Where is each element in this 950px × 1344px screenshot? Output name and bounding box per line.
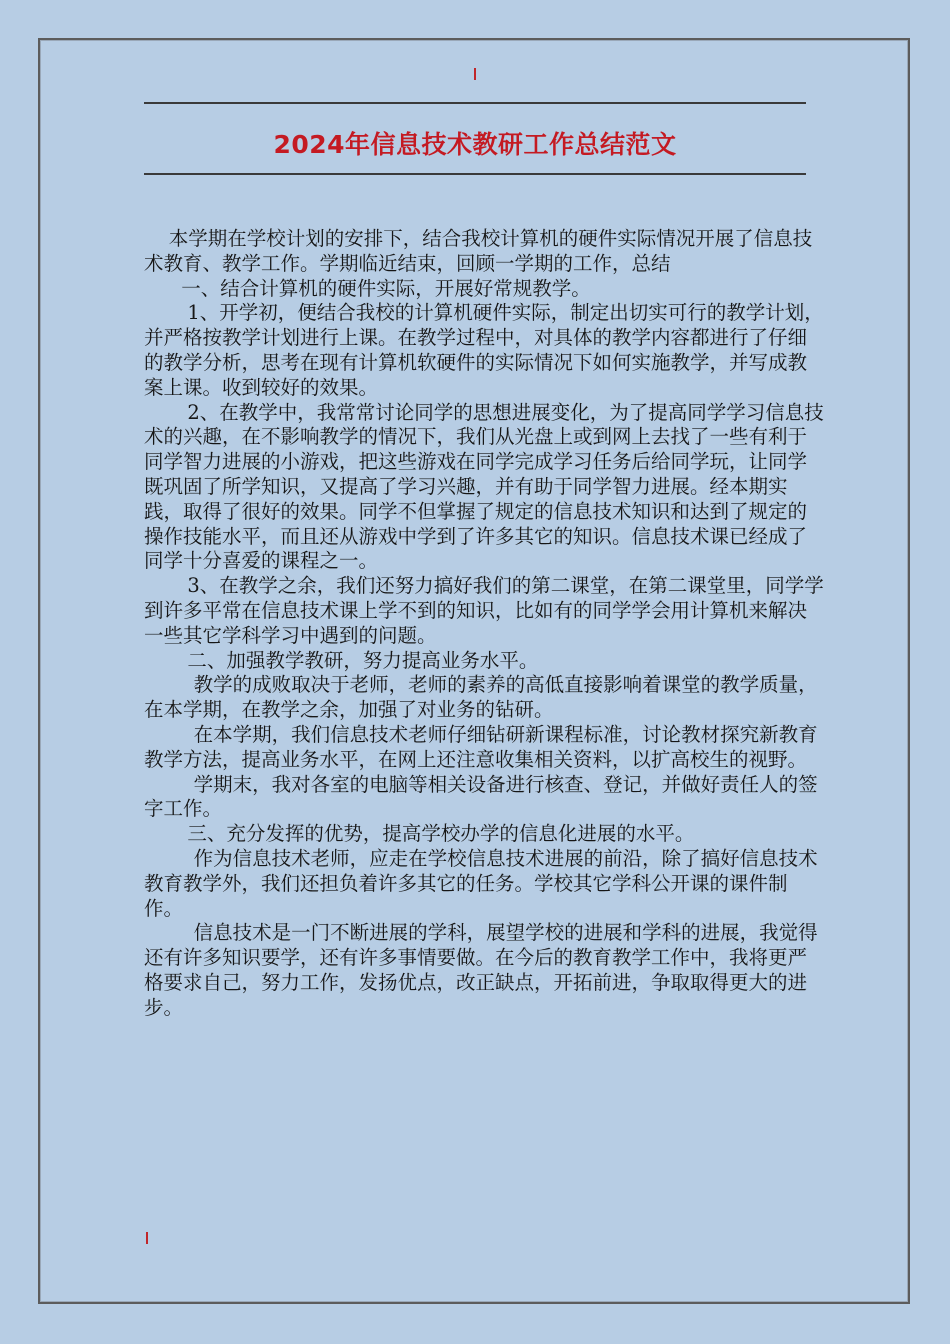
- paragraph-item-2: 2、在教学中，我常常讨论同学的思想进展变化，为了提高同学学习信息技术的兴趣，在不影响教学的情况下，我们从光盘上或到网上去找了一些有利于同学智力进展的小游戏，把这些游戏在同学完成学习任务后给同学玩，让同学既巩固了所学知识，又提高了学习兴趣，并有助于同学智力进展。经本期实践，取得了很好的效果。同学不但掌握了规定的信息技术知识和达到了规定的操作技能水平，而且还从游戏中学到了许多其它的知识。信息技术课已经成了同学十分喜爱的课程之一。: [144, 400, 824, 573]
- heading-section-2: 二、加强教学教研，努力提高业务水平。: [144, 648, 539, 672]
- paragraph-frontier: 作为信息技术老师，应走在学校信息技术进展的前沿，除了搞好信息技术教育教学外，我们还担负着许多其它的任务。学校其它学科公开课的课件制作。: [144, 846, 818, 920]
- footer-mark: [146, 1232, 148, 1244]
- document-body: [144, 227, 826, 1021]
- paragraph-item-1: 1、开学初，便结合我校的计算机硬件实际，制定出切实可行的教学计划，并严格按教学计划进行上课。在教学过程中，对具体的教学内容都进行了仔细的教学分析，思考在现有计算机软硬件的实际情况下如何实施教学，并写成教案上课。收到较好的效果。: [144, 301, 824, 399]
- header-mark: [474, 68, 476, 80]
- title-rule: [144, 173, 806, 175]
- paragraph-intro: 本学期在学校计划的安排下，结合我校计算机的硬件实际情况开展了信息技术教育、教学工作。学期临近结束，回顾一学期的工作，总结: [144, 227, 813, 275]
- document-title: 2024年信息技术教研工作总结范文: [273, 130, 677, 159]
- paragraph-equipment-check: 学期末，我对各室的电脑等相关设备进行核查、登记，并做好责任人的签字工作。: [144, 772, 818, 821]
- paragraph-item-3: 3、在教学之余，我们还努力搞好我们的第二课堂，在第二课堂里，同学学到许多平常在信息技术课上学不到的知识，比如有的同学学会用计算机来解决一些其它学科学习中遇到的问题。: [144, 574, 824, 647]
- header-rule: [144, 102, 806, 104]
- paragraph-outlook: 信息技术是一门不断进展的学科，展望学校的进展和学科的进展，我觉得还有许多知识要学，还有许多事情要做。在今后的教育教学工作中，我将更严格要求自己，努力工作，发扬优点，改正缺点，开拓前进，争取取得更大的进步。: [144, 921, 818, 1019]
- paragraph-teaching-quality: 教学的成败取决于老师，老师的素养的高低直接影响着课堂的教学质量，在本学期，在教学之余，加强了对业务的钻研。: [144, 673, 818, 722]
- heading-section-1: 一、结合计算机的硬件实际，开展好常规教学。: [144, 276, 591, 300]
- paragraph-curriculum-study: 在本学期，我们信息技术老师仔细钻研新课程标准，讨论教材探究新教育教学方法，提高业务水平，在网上还注意收集相关资料，以扩高校生的视野。: [144, 722, 818, 771]
- heading-section-3: 三、充分发挥的优势，提高学校办学的信息化进展的水平。: [144, 822, 695, 846]
